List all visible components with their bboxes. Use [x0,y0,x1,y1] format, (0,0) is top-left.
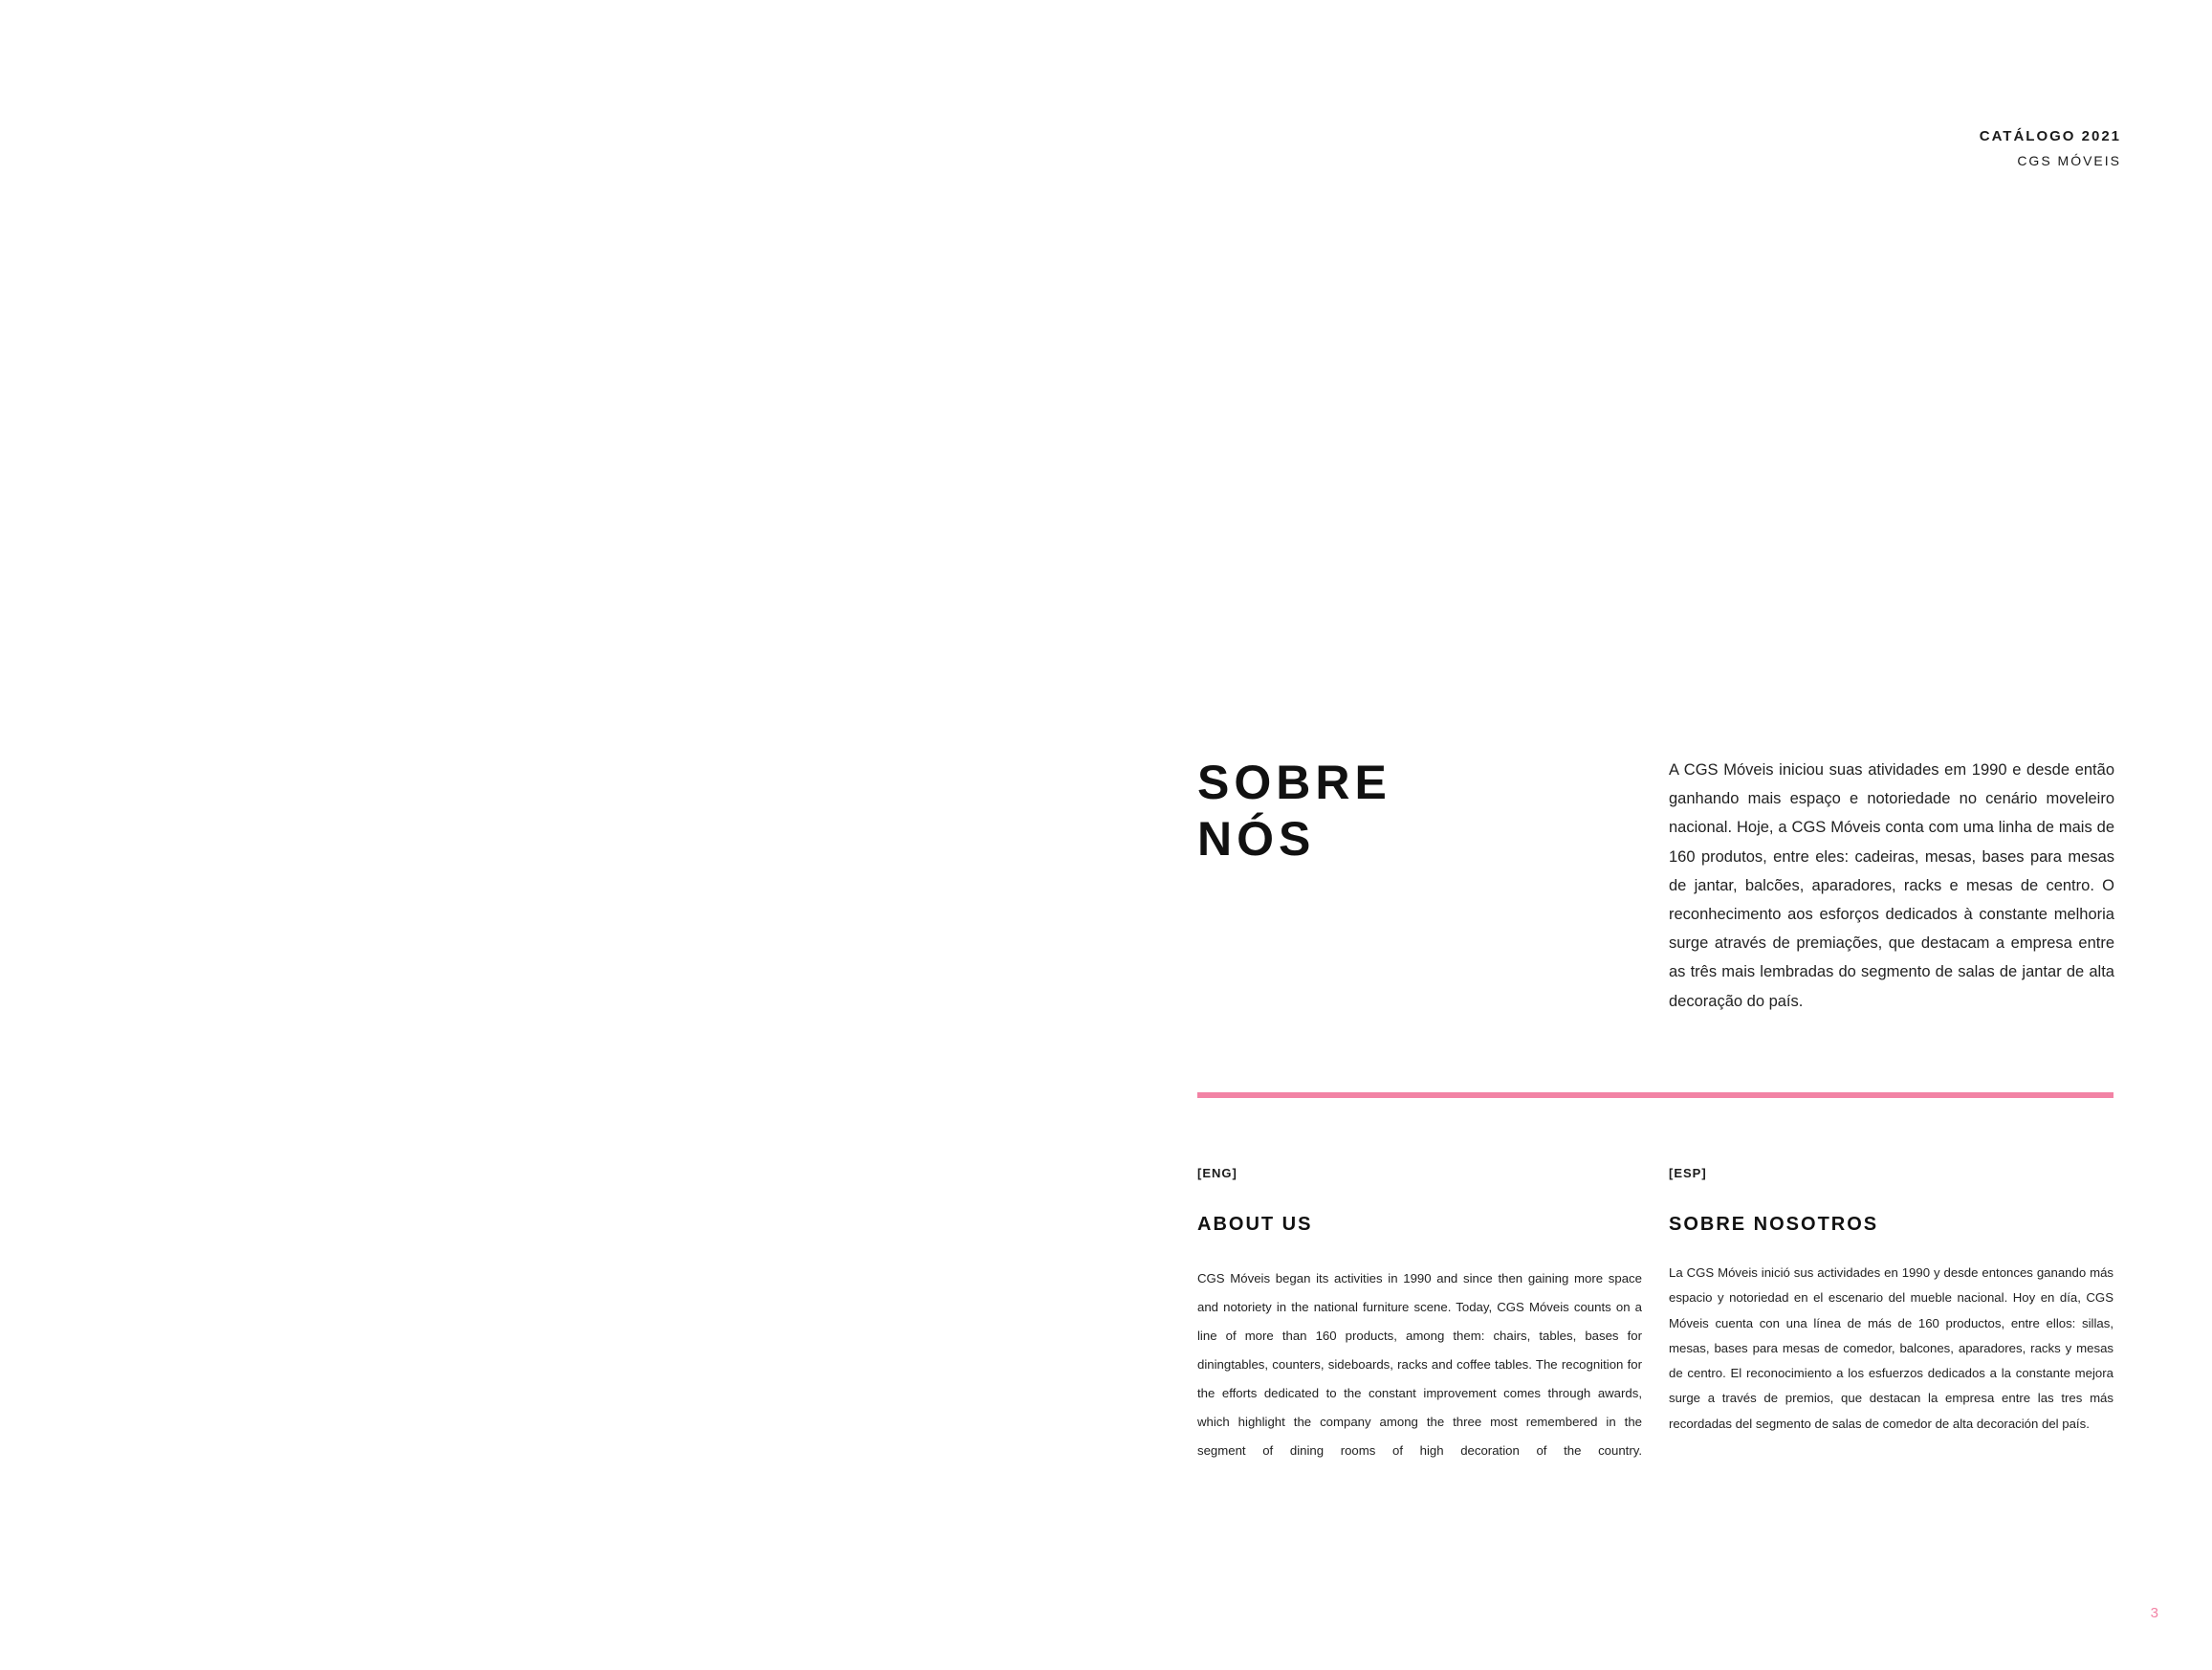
accent-divider [1197,1092,2113,1098]
english-heading: ABOUT US [1197,1214,1313,1235]
catalog-year: CATÁLOGO 2021 [1979,128,2121,144]
page-title-line-2: NÓS [1197,812,1316,866]
spanish-body: La CGS Móveis inició sus actividades en 1990 y desde entonces ganando más espacio y notoriedad en el escenario del mueble nacional. Hoy en día, CGS Móveis cuenta con una línea de más de 160 productos, entre ellos: sillas, mesas, bases para mesas de comedor, balcones, aparadores, racks y mesas de centro. El reconocimiento a los esfuerzos dedicados a la constante mejora surge a través de premios, que destacan la empresa entre las tres más recordadas del segmento de salas de comedor de alta decoración del país. [1669,1265,2113,1431]
english-body: CGS Móveis began its activities in 1990 and since then gaining more space and notoriety in the national furniture scene. Today, CGS Móveis counts on a line of more than 160 products, among them: chairs, tables, bases for diningtables, counters, sideboards, racks and coffee tables. The recognition for the efforts dedicated to the constant improvement comes through awards, which highlight the company among the three most remembered in the segment of dining rooms of high decoration of the country. [1197,1271,1642,1458]
english-language-tag: [ENG] [1197,1166,1237,1180]
spanish-column [1669,1165,2113,1437]
page-title [1197,755,1580,868]
catalog-header [1980,127,2121,170]
english-column [1197,1165,1642,1465]
brand-name: CGS MÓVEIS [2017,153,2121,168]
page-title-line-1: SOBRE [1197,756,1391,809]
page-number: 3 [2150,1605,2158,1621]
spanish-heading: SOBRE NOSOTROS [1669,1214,1879,1235]
intro-paragraph: A CGS Móveis iniciou suas atividades em 1990 e desde então ganhando mais espaço e notoriedade no cenário moveleiro nacional. Hoje, a CGS Móveis conta com uma linha de mais de 160 produtos, entre eles: cadeiras, mesas, bases para mesas de jantar, balcões, aparadores, racks e mesas de centro. O reconhecimento aos esforços dedicados à constante melhoria surge através de premiações, que destacam a empresa entre as três mais lembradas do segmento de salas de jantar de alta decoração do país. [1669,761,2114,1010]
spanish-language-tag: [ESP] [1669,1166,1707,1180]
